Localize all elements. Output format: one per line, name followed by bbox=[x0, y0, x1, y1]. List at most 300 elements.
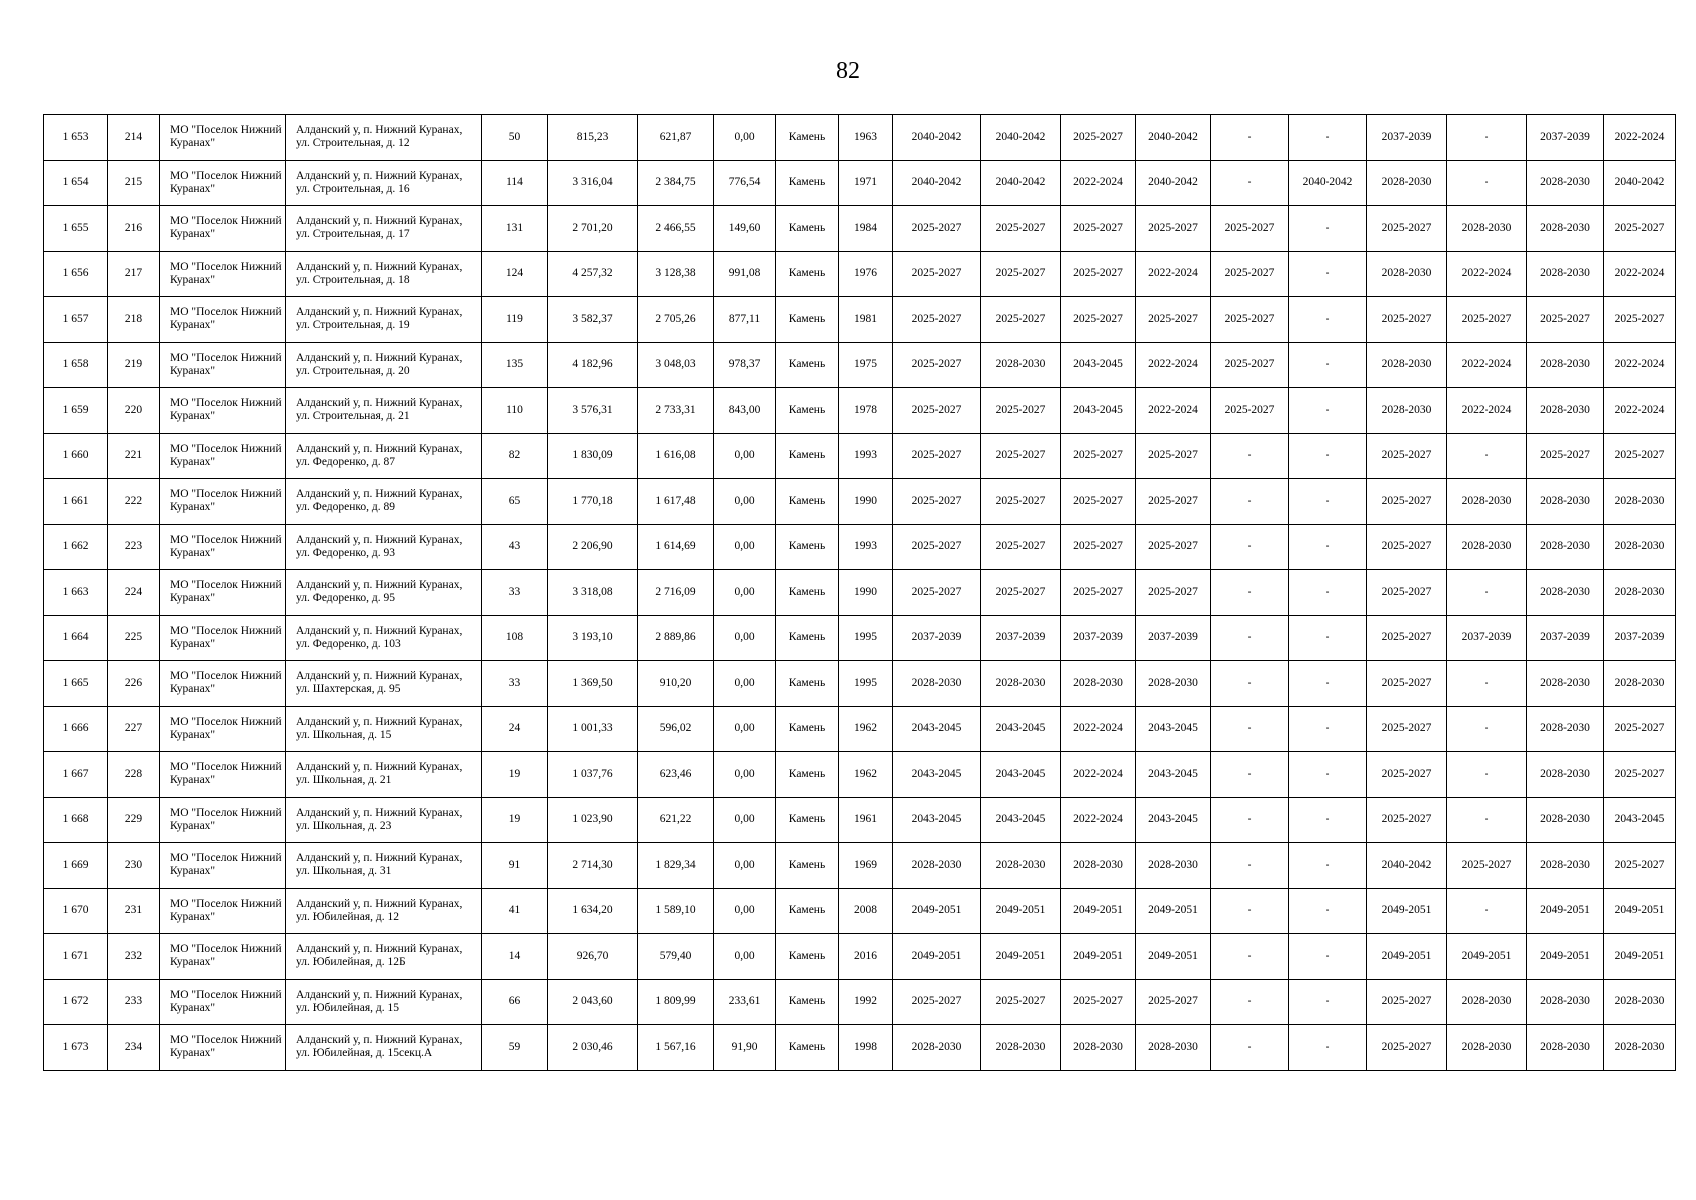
work-period-cell-9: 2025-2027 bbox=[1527, 433, 1604, 479]
year-built-cell: 1990 bbox=[839, 570, 893, 616]
municipality-cell: МО "Поселок Нижний Куранах" bbox=[160, 797, 286, 843]
wall-material-cell: Камень bbox=[776, 843, 839, 889]
work-period-cell-8: 2025-2027 bbox=[1447, 297, 1527, 343]
work-period-cell-3: 2028-2030 bbox=[1061, 843, 1136, 889]
work-period-cell-6: - bbox=[1289, 615, 1367, 661]
total-area-cell: 1 023,90 bbox=[548, 797, 638, 843]
table-body bbox=[44, 115, 1676, 1071]
wall-material-cell: Камень bbox=[776, 251, 839, 297]
work-period-cell-3: 2025-2027 bbox=[1061, 206, 1136, 252]
work-period-cell-10: 2028-2030 bbox=[1604, 570, 1676, 616]
residents-cell: 41 bbox=[482, 888, 548, 934]
work-period-cell-10: 2028-2030 bbox=[1604, 661, 1676, 707]
municipality-cell: МО "Поселок Нижний Куранах" bbox=[160, 251, 286, 297]
work-period-cell-3: 2025-2027 bbox=[1061, 570, 1136, 616]
work-period-cell-10: 2025-2027 bbox=[1604, 297, 1676, 343]
wall-material-cell: Камень bbox=[776, 342, 839, 388]
row-number-cell: 1 667 bbox=[44, 752, 108, 798]
address-cell: Алданский у, п. Нижний Куранах, ул. Федоренко, д. 93 bbox=[286, 524, 482, 570]
work-period-cell-5: - bbox=[1211, 524, 1289, 570]
work-period-cell-1: 2037-2039 bbox=[893, 615, 981, 661]
item-number-cell: 215 bbox=[108, 160, 160, 206]
work-period-cell-6: - bbox=[1289, 479, 1367, 525]
address-cell: Алданский у, п. Нижний Куранах, ул. Федоренко, д. 95 bbox=[286, 570, 482, 616]
work-period-cell-4: 2049-2051 bbox=[1136, 934, 1211, 980]
item-number-cell: 234 bbox=[108, 1025, 160, 1071]
nonresidential-area-cell: 0,00 bbox=[714, 843, 776, 889]
work-period-cell-4: 2025-2027 bbox=[1136, 297, 1211, 343]
municipality-cell: МО "Поселок Нижний Куранах" bbox=[160, 342, 286, 388]
municipality-cell: МО "Поселок Нижний Куранах" bbox=[160, 661, 286, 707]
work-period-cell-3: 2022-2024 bbox=[1061, 706, 1136, 752]
wall-material-cell: Камень bbox=[776, 479, 839, 525]
year-built-cell: 1990 bbox=[839, 479, 893, 525]
table-row bbox=[44, 524, 1676, 570]
residents-cell: 43 bbox=[482, 524, 548, 570]
nonresidential-area-cell: 843,00 bbox=[714, 388, 776, 434]
work-period-cell-6: - bbox=[1289, 843, 1367, 889]
work-period-cell-10: 2028-2030 bbox=[1604, 479, 1676, 525]
address-cell: Алданский у, п. Нижний Куранах, ул. Школьная, д. 31 bbox=[286, 843, 482, 889]
wall-material-cell: Камень bbox=[776, 570, 839, 616]
work-period-cell-2: 2025-2027 bbox=[981, 433, 1061, 479]
work-period-cell-6: - bbox=[1289, 797, 1367, 843]
year-built-cell: 1978 bbox=[839, 388, 893, 434]
year-built-cell: 1995 bbox=[839, 661, 893, 707]
work-period-cell-7: 2028-2030 bbox=[1367, 251, 1447, 297]
residential-area-cell: 596,02 bbox=[638, 706, 714, 752]
work-period-cell-6: - bbox=[1289, 888, 1367, 934]
wall-material-cell: Камень bbox=[776, 115, 839, 161]
work-period-cell-7: 2025-2027 bbox=[1367, 797, 1447, 843]
nonresidential-area-cell: 91,90 bbox=[714, 1025, 776, 1071]
municipality-cell: МО "Поселок Нижний Куранах" bbox=[160, 524, 286, 570]
work-period-cell-10: 2025-2027 bbox=[1604, 706, 1676, 752]
wall-material-cell: Камень bbox=[776, 1025, 839, 1071]
row-number-cell: 1 653 bbox=[44, 115, 108, 161]
nonresidential-area-cell: 0,00 bbox=[714, 661, 776, 707]
row-number-cell: 1 665 bbox=[44, 661, 108, 707]
municipality-cell: МО "Поселок Нижний Куранах" bbox=[160, 433, 286, 479]
work-period-cell-3: 2025-2027 bbox=[1061, 115, 1136, 161]
work-period-cell-4: 2025-2027 bbox=[1136, 979, 1211, 1025]
work-period-cell-10: 2049-2051 bbox=[1604, 888, 1676, 934]
work-period-cell-8: 2028-2030 bbox=[1447, 479, 1527, 525]
residents-cell: 33 bbox=[482, 570, 548, 616]
row-number-cell: 1 660 bbox=[44, 433, 108, 479]
work-period-cell-2: 2025-2027 bbox=[981, 297, 1061, 343]
work-period-cell-3: 2022-2024 bbox=[1061, 797, 1136, 843]
work-period-cell-1: 2025-2027 bbox=[893, 251, 981, 297]
wall-material-cell: Камень bbox=[776, 615, 839, 661]
work-period-cell-1: 2025-2027 bbox=[893, 433, 981, 479]
wall-material-cell: Камень bbox=[776, 524, 839, 570]
residents-cell: 82 bbox=[482, 433, 548, 479]
work-period-cell-10: 2049-2051 bbox=[1604, 934, 1676, 980]
work-period-cell-1: 2043-2045 bbox=[893, 706, 981, 752]
address-cell: Алданский у, п. Нижний Куранах, ул. Строительная, д. 21 bbox=[286, 388, 482, 434]
work-period-cell-5: - bbox=[1211, 160, 1289, 206]
work-period-cell-4: 2040-2042 bbox=[1136, 160, 1211, 206]
residential-area-cell: 3 048,03 bbox=[638, 342, 714, 388]
year-built-cell: 2016 bbox=[839, 934, 893, 980]
work-period-cell-2: 2028-2030 bbox=[981, 661, 1061, 707]
work-period-cell-3: 2025-2027 bbox=[1061, 479, 1136, 525]
address-cell: Алданский у, п. Нижний Куранах, ул. Федоренко, д. 89 bbox=[286, 479, 482, 525]
work-period-cell-8: 2022-2024 bbox=[1447, 342, 1527, 388]
work-period-cell-1: 2025-2027 bbox=[893, 524, 981, 570]
row-number-cell: 1 671 bbox=[44, 934, 108, 980]
residents-cell: 24 bbox=[482, 706, 548, 752]
housing-register-table bbox=[43, 114, 1676, 1071]
work-period-cell-8: - bbox=[1447, 570, 1527, 616]
work-period-cell-6: - bbox=[1289, 706, 1367, 752]
year-built-cell: 1981 bbox=[839, 297, 893, 343]
wall-material-cell: Камень bbox=[776, 160, 839, 206]
work-period-cell-9: 2028-2030 bbox=[1527, 797, 1604, 843]
total-area-cell: 3 582,37 bbox=[548, 297, 638, 343]
item-number-cell: 214 bbox=[108, 115, 160, 161]
item-number-cell: 229 bbox=[108, 797, 160, 843]
work-period-cell-10: 2025-2027 bbox=[1604, 843, 1676, 889]
work-period-cell-4: 2022-2024 bbox=[1136, 388, 1211, 434]
row-number-cell: 1 658 bbox=[44, 342, 108, 388]
item-number-cell: 226 bbox=[108, 661, 160, 707]
work-period-cell-8: 2037-2039 bbox=[1447, 615, 1527, 661]
municipality-cell: МО "Поселок Нижний Куранах" bbox=[160, 479, 286, 525]
nonresidential-area-cell: 0,00 bbox=[714, 115, 776, 161]
wall-material-cell: Камень bbox=[776, 661, 839, 707]
work-period-cell-8: 2049-2051 bbox=[1447, 934, 1527, 980]
work-period-cell-8: - bbox=[1447, 661, 1527, 707]
work-period-cell-2: 2028-2030 bbox=[981, 342, 1061, 388]
work-period-cell-7: 2025-2027 bbox=[1367, 979, 1447, 1025]
table-row bbox=[44, 752, 1676, 798]
work-period-cell-7: 2025-2027 bbox=[1367, 706, 1447, 752]
item-number-cell: 224 bbox=[108, 570, 160, 616]
work-period-cell-6: - bbox=[1289, 342, 1367, 388]
total-area-cell: 2 043,60 bbox=[548, 979, 638, 1025]
work-period-cell-9: 2028-2030 bbox=[1527, 1025, 1604, 1071]
work-period-cell-10: 2025-2027 bbox=[1604, 752, 1676, 798]
work-period-cell-2: 2040-2042 bbox=[981, 160, 1061, 206]
residents-cell: 108 bbox=[482, 615, 548, 661]
municipality-cell: МО "Поселок Нижний Куранах" bbox=[160, 297, 286, 343]
work-period-cell-2: 2025-2027 bbox=[981, 570, 1061, 616]
work-period-cell-9: 2037-2039 bbox=[1527, 615, 1604, 661]
item-number-cell: 219 bbox=[108, 342, 160, 388]
work-period-cell-6: - bbox=[1289, 433, 1367, 479]
total-area-cell: 3 576,31 bbox=[548, 388, 638, 434]
work-period-cell-2: 2028-2030 bbox=[981, 1025, 1061, 1071]
work-period-cell-1: 2025-2027 bbox=[893, 979, 981, 1025]
work-period-cell-3: 2049-2051 bbox=[1061, 888, 1136, 934]
work-period-cell-1: 2028-2030 bbox=[893, 843, 981, 889]
work-period-cell-7: 2025-2027 bbox=[1367, 615, 1447, 661]
nonresidential-area-cell: 991,08 bbox=[714, 251, 776, 297]
row-number-cell: 1 673 bbox=[44, 1025, 108, 1071]
total-area-cell: 2 030,46 bbox=[548, 1025, 638, 1071]
work-period-cell-7: 2028-2030 bbox=[1367, 160, 1447, 206]
residential-area-cell: 2 889,86 bbox=[638, 615, 714, 661]
work-period-cell-5: - bbox=[1211, 433, 1289, 479]
work-period-cell-9: 2028-2030 bbox=[1527, 479, 1604, 525]
year-built-cell: 1961 bbox=[839, 797, 893, 843]
work-period-cell-1: 2025-2027 bbox=[893, 388, 981, 434]
work-period-cell-6: - bbox=[1289, 661, 1367, 707]
row-number-cell: 1 670 bbox=[44, 888, 108, 934]
work-period-cell-7: 2025-2027 bbox=[1367, 752, 1447, 798]
work-period-cell-2: 2049-2051 bbox=[981, 934, 1061, 980]
year-built-cell: 1984 bbox=[839, 206, 893, 252]
work-period-cell-7: 2025-2027 bbox=[1367, 661, 1447, 707]
total-area-cell: 3 316,04 bbox=[548, 160, 638, 206]
work-period-cell-9: 2028-2030 bbox=[1527, 524, 1604, 570]
work-period-cell-7: 2025-2027 bbox=[1367, 206, 1447, 252]
wall-material-cell: Камень bbox=[776, 979, 839, 1025]
work-period-cell-6: - bbox=[1289, 524, 1367, 570]
address-cell: Алданский у, п. Нижний Куранах, ул. Федоренко, д. 103 bbox=[286, 615, 482, 661]
work-period-cell-6: - bbox=[1289, 570, 1367, 616]
work-period-cell-4: 2040-2042 bbox=[1136, 115, 1211, 161]
work-period-cell-1: 2028-2030 bbox=[893, 1025, 981, 1071]
address-cell: Алданский у, п. Нижний Куранах, ул. Юбилейная, д. 15 bbox=[286, 979, 482, 1025]
work-period-cell-4: 2043-2045 bbox=[1136, 797, 1211, 843]
work-period-cell-6: - bbox=[1289, 1025, 1367, 1071]
municipality-cell: МО "Поселок Нижний Куранах" bbox=[160, 706, 286, 752]
residential-area-cell: 1 616,08 bbox=[638, 433, 714, 479]
work-period-cell-5: - bbox=[1211, 615, 1289, 661]
nonresidential-area-cell: 0,00 bbox=[714, 706, 776, 752]
table-row bbox=[44, 797, 1676, 843]
address-cell: Алданский у, п. Нижний Куранах, ул. Школьная, д. 21 bbox=[286, 752, 482, 798]
residents-cell: 66 bbox=[482, 979, 548, 1025]
work-period-cell-7: 2049-2051 bbox=[1367, 934, 1447, 980]
work-period-cell-4: 2037-2039 bbox=[1136, 615, 1211, 661]
total-area-cell: 1 037,76 bbox=[548, 752, 638, 798]
residents-cell: 50 bbox=[482, 115, 548, 161]
work-period-cell-3: 2037-2039 bbox=[1061, 615, 1136, 661]
row-number-cell: 1 654 bbox=[44, 160, 108, 206]
work-period-cell-9: 2028-2030 bbox=[1527, 706, 1604, 752]
work-period-cell-1: 2040-2042 bbox=[893, 160, 981, 206]
table-row bbox=[44, 433, 1676, 479]
total-area-cell: 926,70 bbox=[548, 934, 638, 980]
work-period-cell-6: - bbox=[1289, 388, 1367, 434]
residents-cell: 135 bbox=[482, 342, 548, 388]
table-row bbox=[44, 570, 1676, 616]
work-period-cell-5: 2025-2027 bbox=[1211, 206, 1289, 252]
work-period-cell-9: 2028-2030 bbox=[1527, 388, 1604, 434]
work-period-cell-2: 2043-2045 bbox=[981, 752, 1061, 798]
work-period-cell-8: - bbox=[1447, 797, 1527, 843]
year-built-cell: 1992 bbox=[839, 979, 893, 1025]
work-period-cell-4: 2043-2045 bbox=[1136, 706, 1211, 752]
work-period-cell-5: - bbox=[1211, 479, 1289, 525]
work-period-cell-7: 2037-2039 bbox=[1367, 115, 1447, 161]
nonresidential-area-cell: 0,00 bbox=[714, 888, 776, 934]
table-row bbox=[44, 843, 1676, 889]
work-period-cell-5: - bbox=[1211, 661, 1289, 707]
work-period-cell-6: - bbox=[1289, 934, 1367, 980]
work-period-cell-7: 2025-2027 bbox=[1367, 297, 1447, 343]
work-period-cell-8: 2028-2030 bbox=[1447, 1025, 1527, 1071]
address-cell: Алданский у, п. Нижний Куранах, ул. Юбилейная, д. 15секц.А bbox=[286, 1025, 482, 1071]
total-area-cell: 2 714,30 bbox=[548, 843, 638, 889]
nonresidential-area-cell: 0,00 bbox=[714, 934, 776, 980]
work-period-cell-3: 2043-2045 bbox=[1061, 388, 1136, 434]
row-number-cell: 1 655 bbox=[44, 206, 108, 252]
residents-cell: 59 bbox=[482, 1025, 548, 1071]
wall-material-cell: Камень bbox=[776, 934, 839, 980]
work-period-cell-9: 2028-2030 bbox=[1527, 752, 1604, 798]
work-period-cell-10: 2040-2042 bbox=[1604, 160, 1676, 206]
work-period-cell-5: - bbox=[1211, 570, 1289, 616]
year-built-cell: 1963 bbox=[839, 115, 893, 161]
work-period-cell-2: 2025-2027 bbox=[981, 479, 1061, 525]
work-period-cell-4: 2025-2027 bbox=[1136, 433, 1211, 479]
item-number-cell: 228 bbox=[108, 752, 160, 798]
work-period-cell-10: 2043-2045 bbox=[1604, 797, 1676, 843]
work-period-cell-8: 2025-2027 bbox=[1447, 843, 1527, 889]
work-period-cell-3: 2022-2024 bbox=[1061, 752, 1136, 798]
work-period-cell-6: - bbox=[1289, 206, 1367, 252]
municipality-cell: МО "Поселок Нижний Куранах" bbox=[160, 752, 286, 798]
residents-cell: 110 bbox=[482, 388, 548, 434]
work-period-cell-4: 2028-2030 bbox=[1136, 661, 1211, 707]
work-period-cell-3: 2022-2024 bbox=[1061, 160, 1136, 206]
municipality-cell: МО "Поселок Нижний Куранах" bbox=[160, 1025, 286, 1071]
work-period-cell-5: - bbox=[1211, 888, 1289, 934]
work-period-cell-3: 2025-2027 bbox=[1061, 251, 1136, 297]
work-period-cell-7: 2025-2027 bbox=[1367, 479, 1447, 525]
work-period-cell-9: 2028-2030 bbox=[1527, 206, 1604, 252]
work-period-cell-8: 2022-2024 bbox=[1447, 388, 1527, 434]
work-period-cell-9: 2028-2030 bbox=[1527, 160, 1604, 206]
table-row bbox=[44, 661, 1676, 707]
work-period-cell-8: - bbox=[1447, 752, 1527, 798]
address-cell: Алданский у, п. Нижний Куранах, ул. Юбилейная, д. 12 bbox=[286, 888, 482, 934]
total-area-cell: 3 193,10 bbox=[548, 615, 638, 661]
item-number-cell: 221 bbox=[108, 433, 160, 479]
work-period-cell-6: - bbox=[1289, 752, 1367, 798]
work-period-cell-3: 2025-2027 bbox=[1061, 524, 1136, 570]
nonresidential-area-cell: 0,00 bbox=[714, 570, 776, 616]
address-cell: Алданский у, п. Нижний Куранах, ул. Школьная, д. 23 bbox=[286, 797, 482, 843]
residential-area-cell: 1 829,34 bbox=[638, 843, 714, 889]
work-period-cell-3: 2025-2027 bbox=[1061, 979, 1136, 1025]
address-cell: Алданский у, п. Нижний Куранах, ул. Шахтерская, д. 95 bbox=[286, 661, 482, 707]
wall-material-cell: Камень bbox=[776, 297, 839, 343]
work-period-cell-5: - bbox=[1211, 934, 1289, 980]
residents-cell: 119 bbox=[482, 297, 548, 343]
work-period-cell-6: - bbox=[1289, 979, 1367, 1025]
address-cell: Алданский у, п. Нижний Куранах, ул. Строительная, д. 19 bbox=[286, 297, 482, 343]
work-period-cell-8: 2028-2030 bbox=[1447, 979, 1527, 1025]
work-period-cell-10: 2028-2030 bbox=[1604, 524, 1676, 570]
address-cell: Алданский у, п. Нижний Куранах, ул. Школьная, д. 15 bbox=[286, 706, 482, 752]
residents-cell: 91 bbox=[482, 843, 548, 889]
work-period-cell-10: 2022-2024 bbox=[1604, 115, 1676, 161]
table-row bbox=[44, 706, 1676, 752]
residential-area-cell: 1 589,10 bbox=[638, 888, 714, 934]
nonresidential-area-cell: 0,00 bbox=[714, 524, 776, 570]
row-number-cell: 1 661 bbox=[44, 479, 108, 525]
work-period-cell-7: 2025-2027 bbox=[1367, 570, 1447, 616]
item-number-cell: 217 bbox=[108, 251, 160, 297]
year-built-cell: 2008 bbox=[839, 888, 893, 934]
work-period-cell-4: 2025-2027 bbox=[1136, 479, 1211, 525]
nonresidential-area-cell: 776,54 bbox=[714, 160, 776, 206]
residential-area-cell: 2 733,31 bbox=[638, 388, 714, 434]
nonresidential-area-cell: 0,00 bbox=[714, 615, 776, 661]
work-period-cell-7: 2025-2027 bbox=[1367, 524, 1447, 570]
total-area-cell: 1 369,50 bbox=[548, 661, 638, 707]
nonresidential-area-cell: 149,60 bbox=[714, 206, 776, 252]
work-period-cell-9: 2028-2030 bbox=[1527, 251, 1604, 297]
work-period-cell-2: 2025-2027 bbox=[981, 979, 1061, 1025]
residential-area-cell: 1 617,48 bbox=[638, 479, 714, 525]
work-period-cell-1: 2049-2051 bbox=[893, 888, 981, 934]
row-number-cell: 1 656 bbox=[44, 251, 108, 297]
table-row bbox=[44, 342, 1676, 388]
residential-area-cell: 621,22 bbox=[638, 797, 714, 843]
nonresidential-area-cell: 877,11 bbox=[714, 297, 776, 343]
work-period-cell-2: 2037-2039 bbox=[981, 615, 1061, 661]
work-period-cell-5: - bbox=[1211, 752, 1289, 798]
residents-cell: 33 bbox=[482, 661, 548, 707]
work-period-cell-8: - bbox=[1447, 433, 1527, 479]
work-period-cell-6: - bbox=[1289, 115, 1367, 161]
work-period-cell-2: 2043-2045 bbox=[981, 797, 1061, 843]
item-number-cell: 225 bbox=[108, 615, 160, 661]
nonresidential-area-cell: 0,00 bbox=[714, 797, 776, 843]
address-cell: Алданский у, п. Нижний Куранах, ул. Юбилейная, д. 12Б bbox=[286, 934, 482, 980]
municipality-cell: МО "Поселок Нижний Куранах" bbox=[160, 615, 286, 661]
work-period-cell-1: 2025-2027 bbox=[893, 479, 981, 525]
municipality-cell: МО "Поселок Нижний Куранах" bbox=[160, 979, 286, 1025]
work-period-cell-5: - bbox=[1211, 115, 1289, 161]
residential-area-cell: 579,40 bbox=[638, 934, 714, 980]
work-period-cell-9: 2028-2030 bbox=[1527, 661, 1604, 707]
residents-cell: 19 bbox=[482, 797, 548, 843]
table-row bbox=[44, 206, 1676, 252]
work-period-cell-3: 2028-2030 bbox=[1061, 661, 1136, 707]
work-period-cell-1: 2025-2027 bbox=[893, 206, 981, 252]
work-period-cell-9: 2037-2039 bbox=[1527, 115, 1604, 161]
work-period-cell-2: 2025-2027 bbox=[981, 388, 1061, 434]
work-period-cell-9: 2028-2030 bbox=[1527, 570, 1604, 616]
work-period-cell-3: 2049-2051 bbox=[1061, 934, 1136, 980]
work-period-cell-4: 2043-2045 bbox=[1136, 752, 1211, 798]
municipality-cell: МО "Поселок Нижний Куранах" bbox=[160, 206, 286, 252]
municipality-cell: МО "Поселок Нижний Куранах" bbox=[160, 115, 286, 161]
work-period-cell-1: 2049-2051 bbox=[893, 934, 981, 980]
year-built-cell: 1976 bbox=[839, 251, 893, 297]
total-area-cell: 2 701,20 bbox=[548, 206, 638, 252]
work-period-cell-9: 2028-2030 bbox=[1527, 342, 1604, 388]
work-period-cell-10: 2037-2039 bbox=[1604, 615, 1676, 661]
municipality-cell: МО "Поселок Нижний Куранах" bbox=[160, 388, 286, 434]
row-number-cell: 1 663 bbox=[44, 570, 108, 616]
wall-material-cell: Камень bbox=[776, 888, 839, 934]
item-number-cell: 227 bbox=[108, 706, 160, 752]
municipality-cell: МО "Поселок Нижний Куранах" bbox=[160, 888, 286, 934]
address-cell: Алданский у, п. Нижний Куранах, ул. Строительная, д. 12 bbox=[286, 115, 482, 161]
work-period-cell-4: 2022-2024 bbox=[1136, 342, 1211, 388]
row-number-cell: 1 666 bbox=[44, 706, 108, 752]
work-period-cell-5: 2025-2027 bbox=[1211, 251, 1289, 297]
